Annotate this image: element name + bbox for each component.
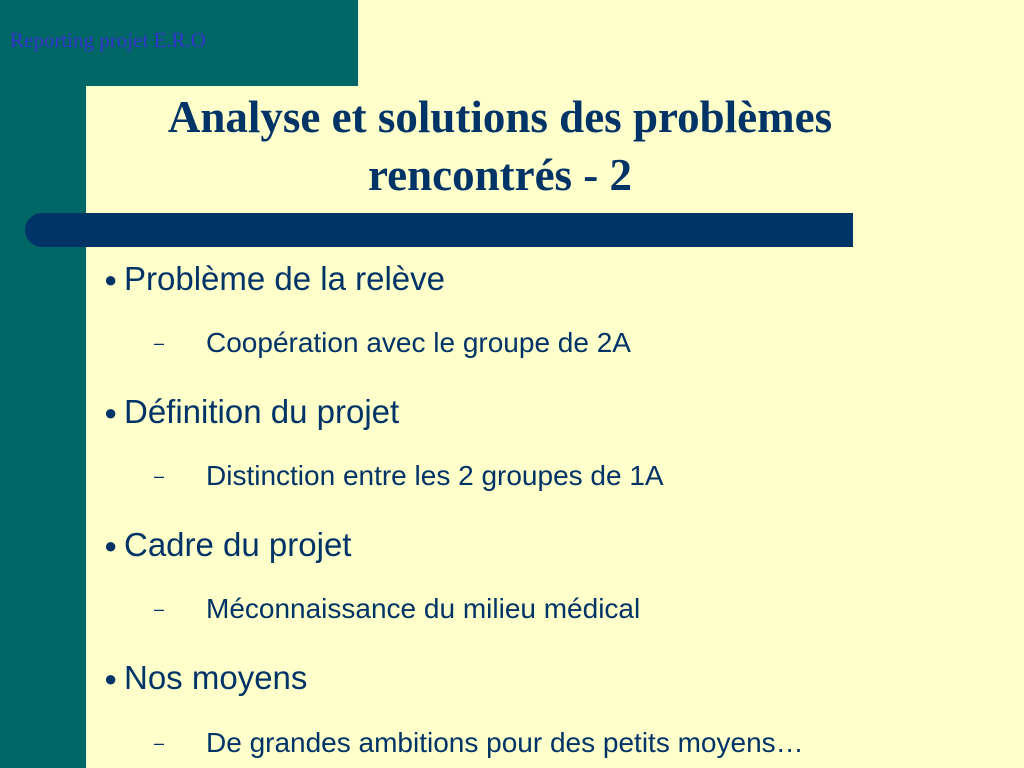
bullet-text: Problème de la relève (124, 260, 446, 297)
bullet-item (104, 658, 307, 699)
title-line-2: rencontrés - 2 (367, 150, 633, 200)
bullet-dot: ● (104, 400, 118, 425)
bullet-dot: ● (104, 666, 118, 691)
bullet-dot: ● (104, 533, 118, 558)
sub-dash: – (154, 733, 165, 753)
bullet-item (104, 525, 351, 566)
sub-item (154, 592, 640, 626)
sub-item (154, 326, 631, 360)
sub-item (154, 726, 804, 760)
sub-text: De grandes ambitions pour des petits moyens… (206, 727, 804, 758)
sub-text: Méconnaissance du milieu médical (206, 593, 641, 624)
bullet-dot: ● (104, 267, 118, 292)
sub-dash: – (154, 599, 165, 619)
bullet-text: Cadre du projet (124, 526, 352, 563)
sub-item (154, 459, 664, 493)
sub-dash: – (154, 466, 165, 486)
bullet-text: Nos moyens (124, 659, 308, 696)
bullet-text: Définition du projet (124, 393, 400, 430)
title-line-1: Analyse et solutions des problèmes (167, 92, 833, 142)
sub-text: Distinction entre les 2 groupes de 1A (206, 460, 664, 491)
header-label: Reporting projet E.R.O (10, 28, 206, 52)
bullet-item (104, 392, 399, 433)
sub-text: Coopération avec le groupe de 2A (206, 327, 631, 358)
bullet-item (104, 259, 445, 300)
sub-dash: – (154, 333, 165, 353)
